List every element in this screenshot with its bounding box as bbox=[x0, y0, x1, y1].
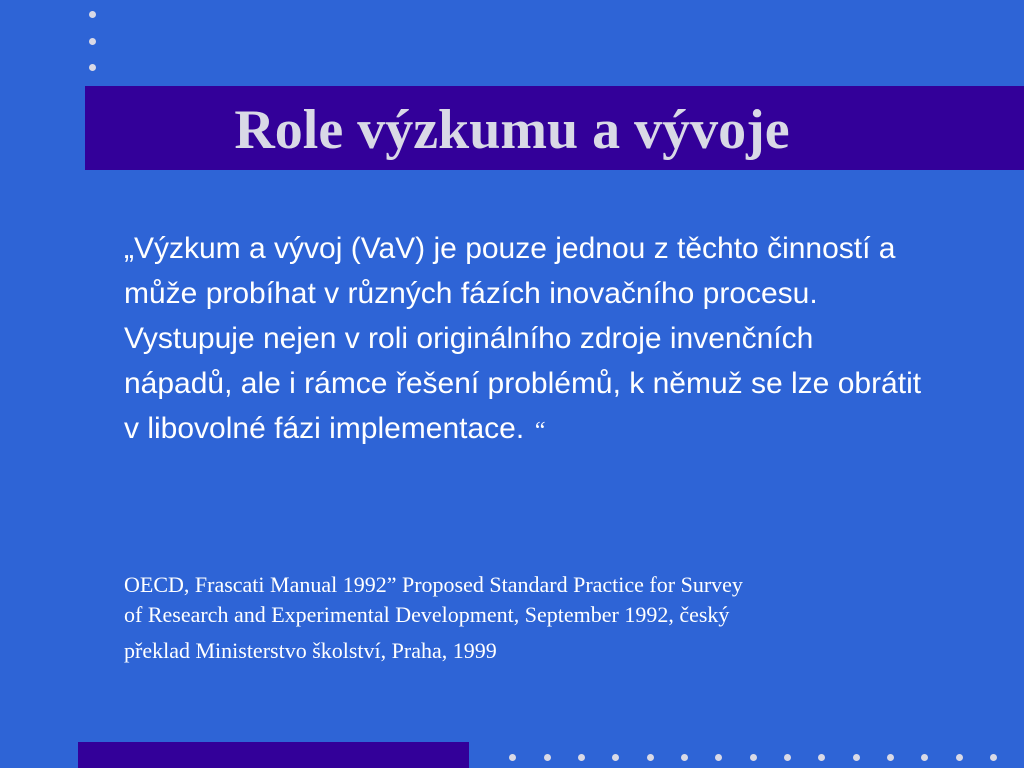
bullet-dot-icon bbox=[887, 754, 894, 761]
bottom-bar bbox=[78, 742, 469, 768]
bullet-dot-icon bbox=[544, 754, 551, 761]
citation-line: of Research and Experimental Development, September 1992, český bbox=[124, 602, 730, 627]
citation bbox=[124, 570, 944, 666]
bullet-dot-icon bbox=[715, 754, 722, 761]
bullet-dot-icon bbox=[956, 754, 963, 761]
bullet-dot-icon bbox=[89, 11, 96, 18]
quote-text: „Výzkum a vývoj (VaV) je pouze jednou z těchto činností a může probíhat v různých fázích inovačního procesu. Vystupuje nejen v roli originálního zdroje invenčních nápadů, ale i rámce řešení problémů, k němuž se lze obrátit v libovolné fázi implementace. bbox=[124, 232, 922, 445]
bullet-dot-icon bbox=[578, 754, 585, 761]
quote-paragraph bbox=[124, 226, 924, 454]
bullet-dot-icon bbox=[89, 64, 96, 71]
bullet-dot-icon bbox=[750, 754, 757, 761]
title-band bbox=[85, 86, 1024, 170]
citation-line: překlad Ministerstvo školství, Praha, 1999 bbox=[124, 638, 497, 663]
bullet-dot-icon bbox=[818, 754, 825, 761]
bullet-dot-icon bbox=[853, 754, 860, 761]
bullet-dot-icon bbox=[921, 754, 928, 761]
slide-title: Role výzkumu a vývoje bbox=[234, 99, 790, 161]
closing-quote-mark: “ bbox=[532, 418, 546, 444]
bullet-dot-icon bbox=[509, 754, 516, 761]
bullet-dot-icon bbox=[681, 754, 688, 761]
bullet-dot-icon bbox=[612, 754, 619, 761]
bullet-dot-icon bbox=[990, 754, 997, 761]
bullet-dot-icon bbox=[647, 754, 654, 761]
citation-line: OECD, Frascati Manual 1992” Proposed Standard Practice for Survey bbox=[124, 572, 743, 597]
bullet-dot-icon bbox=[89, 38, 96, 45]
bullet-dot-icon bbox=[784, 754, 791, 761]
